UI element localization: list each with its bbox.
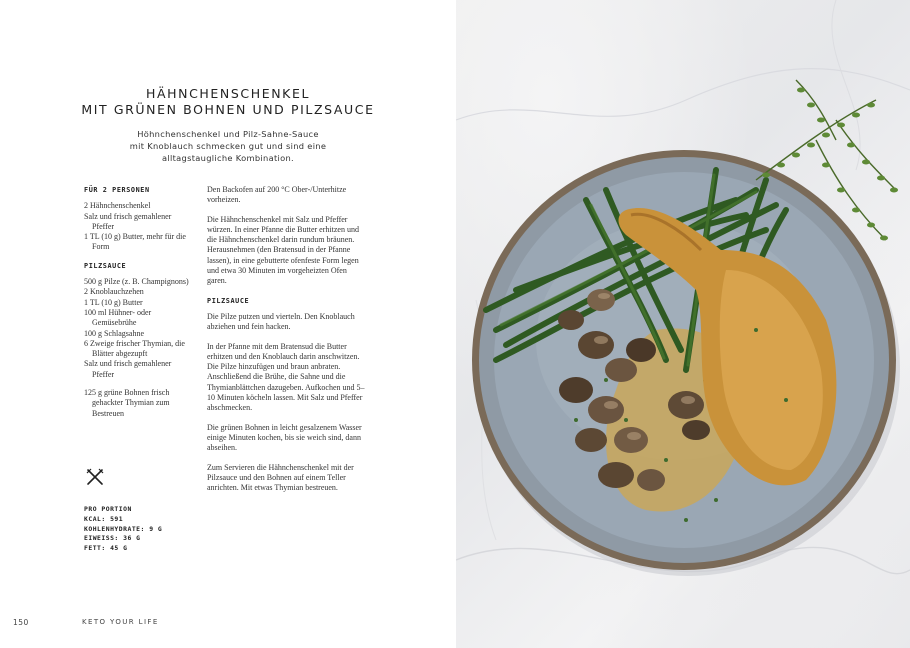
book-title: KETO YOUR LIFE	[82, 618, 159, 626]
ingredients-column	[84, 185, 194, 419]
instruction-step: In der Pfanne mit dem Bratensud die Butter erhitzen und den Knoblauch darin anschwitzen. Die Pilze hinzufügen und braun anbraten. Anschließend die Brühe, die Sahne und die Thymianblättchen dazugeben. Aufkochen und 5–10 Minuten köcheln lassen. Mit Salz und Pfeffer abschmecken.	[207, 341, 365, 413]
recipe-intro	[60, 128, 396, 164]
page-number: 150	[13, 618, 29, 627]
ingredient-item: 500 g Pilze (z. B. Champignons)	[84, 277, 189, 287]
ingredient-item: 1 TL (10 g) Butter	[84, 297, 143, 307]
ingredient-item: 100 g Schlagsahne	[84, 328, 144, 338]
recipe-title-line-2: MIT GRÜNEN BOHNEN UND PILZSAUCE	[81, 102, 375, 117]
instruction-step: Die Hähnchenschenkel mit Salz und Pfeffer würzen. In einer Pfanne die Butter erhitzen und die Hähnchenschenkel darin rundum bräunen. Herausnehmen (den Bratensud in der Pfanne lassen), in eine gebutterte ofenfeste Form legen und etwa 30 Minuten im vorgeheizten Ofen garen.	[207, 214, 359, 286]
cutlery-icon	[86, 468, 104, 486]
ingredient-item: 6 Zweige frischer Thymian, die Blätter abgezupft	[84, 338, 185, 359]
nutrition-carbs: KOHLENHYDRATE: 9 G	[84, 524, 163, 533]
instruction-step: Zum Servieren die Hähnchenschenkel mit der Pilzsauce und den Bohnen auf einem Teller anrichten. Mit etwas Thymian bestreuen.	[207, 462, 354, 493]
recipe-title-line-1: HÄHNCHENSCHENKEL	[145, 86, 311, 101]
instruction-step: Den Backofen auf 200 °C Ober-/Unterhitze vorheizen.	[207, 185, 347, 205]
nutrition-fat: FETT: 45 G	[84, 544, 128, 553]
sauce-instructions-heading: PILZSAUCE	[207, 296, 250, 305]
ingredient-item: Salz und frisch gemahlener Pfeffer	[84, 359, 172, 379]
ingredient-item: Salz und frisch gemahlener Pfeffer	[84, 211, 172, 231]
ingredient-item: 2 Knoblauchzehen	[84, 287, 144, 297]
recipe-intro-line-2: mit Knoblauch schmecken gut und sind eine	[129, 141, 327, 151]
photo-page	[456, 0, 910, 648]
ingredient-item: 125 g grüne Bohnen frisch gehackter Thymian zum Bestreuen	[84, 388, 170, 418]
nutrition-info	[84, 505, 162, 554]
recipe-title	[0, 86, 456, 118]
recipe-intro-line-1: Höhnchenschenkel und Pilz-Sahne-Sauce	[137, 129, 319, 139]
sauce-ingredients-heading: PILZSAUCE	[84, 261, 127, 270]
ingredient-item: 1 TL (10 g) Butter, mehr für die Form	[84, 232, 186, 252]
instructions-column	[207, 185, 367, 502]
dish-photo	[456, 0, 910, 648]
servings-heading: FÜR 2 PERSONEN	[84, 186, 150, 194]
nutrition-heading: PRO PORTION	[84, 505, 132, 513]
nutrition-protein: EIWEISS: 36 G	[84, 534, 141, 543]
ingredient-item: 2 Hähnchenschenkel	[84, 201, 151, 211]
recipe-intro-line-3: alltagstaugliche Kombination.	[162, 153, 294, 163]
instruction-step: Die grünen Bohnen in leicht gesalzenem Wasser einige Minuten kochen, bis sie weich sind, dann abseihen.	[207, 422, 362, 453]
ingredient-item: 100 ml Hühner- oder Gemüsebrühe	[84, 307, 152, 328]
nutrition-kcal: KCAL: 591	[84, 514, 124, 523]
instruction-step: Die Pilze putzen und vierteln. Den Knoblauch abziehen und fein hacken.	[207, 311, 355, 332]
